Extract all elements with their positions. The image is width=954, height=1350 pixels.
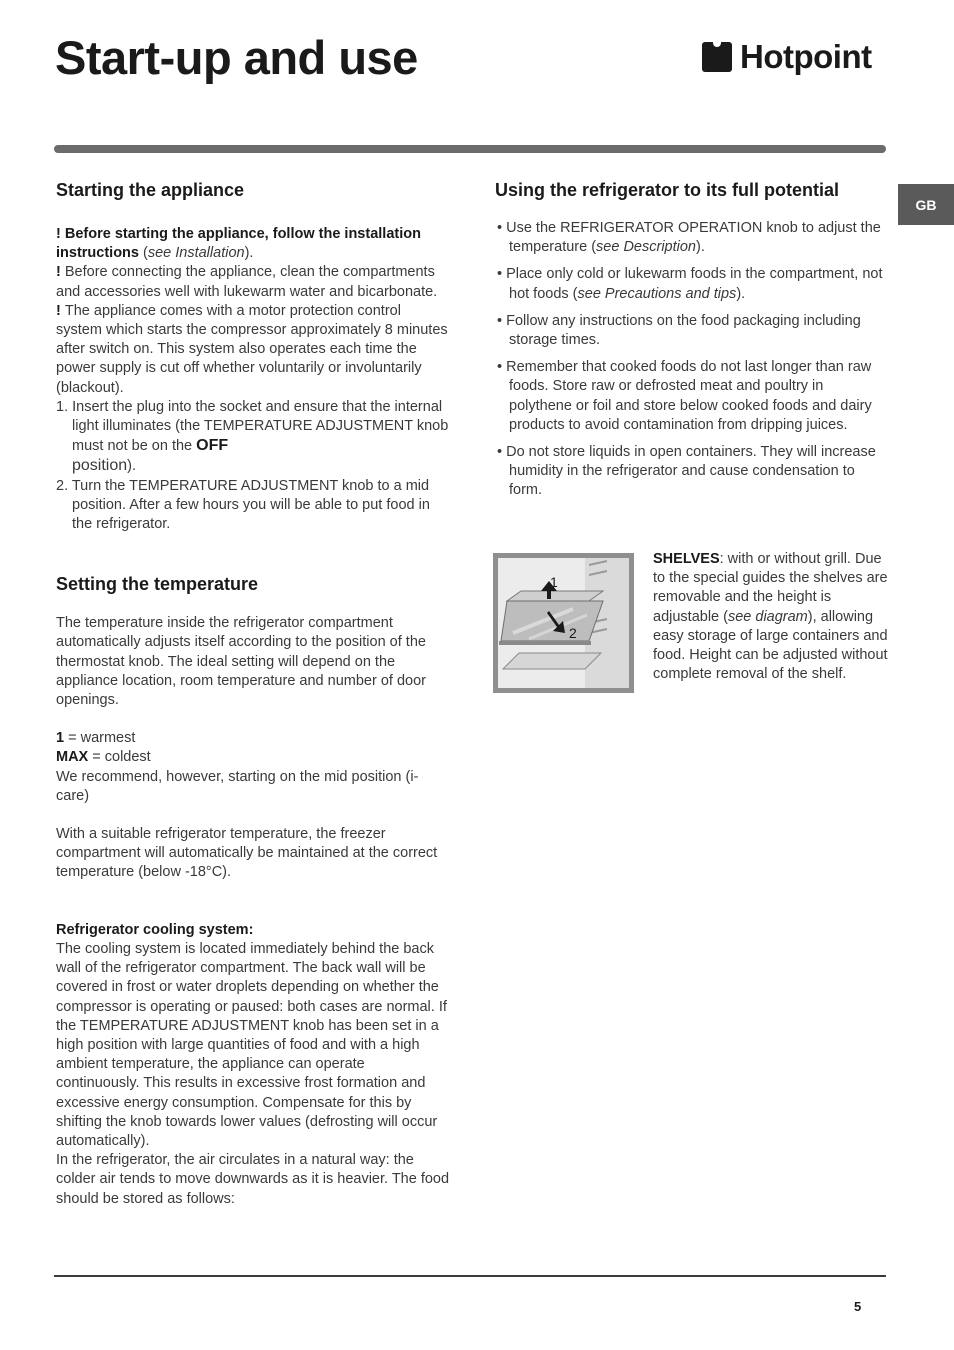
cooling-body: The cooling system is located immediately behind the back wall of the refrigerator compartment. The back wall will be covered in frost or water droplets depending on whether the compressor is operating or paused: both cases are normal. If the TEMPERATURE ADJUSTMENT knob has been set in a high position with large quantities of food and with a high ambient temperature, the appliance can operate continuously. This results in excessive frost formation and excessive energy consumption. Compensate for this by shifting the knob towards lower values (defrosting will occur automatically). <box>56 940 447 1149</box>
brand-logo <box>702 38 872 76</box>
list-item: • Place only cold or lukewarm foods in the compartment, not hot foods (see Precautions and tips). <box>497 266 883 302</box>
starting-note-3: ! The appliance comes with a motor protection control system which starts the compressor approximately 8 minutes after switch on. This system also operates each time the power supply is cut off whether voluntarily or involuntarily (blackout). <box>56 302 448 396</box>
shelves-text: SHELVES: with or without grill. Due to the special guides the shelves are removable and the height is adjustable (see diagram), allowing easy storage of large containers and food. Height can be adjusted without complete removal of the shelf. <box>653 551 888 683</box>
warmest-setting: 1 = warmest <box>56 730 136 747</box>
cooling-heading: Refrigerator cooling system: <box>56 921 254 938</box>
freezer-note: With a suitable refrigerator temperature, the freezer compartment will automatically be maintained at the correct temperature (below -18°C). <box>56 826 438 881</box>
off-label: OFF <box>196 437 229 455</box>
usage-heading: Using the refrigerator to its full potential <box>495 180 840 200</box>
list-item: • Follow any instructions on the food packaging including storage times. <box>497 312 861 349</box>
temperature-intro: The temperature inside the refrigerator compartment automatically adjusts itself according to the position of the thermostat knob. The ideal setting will depend on the appliance location, room temperature and number of door openings. <box>56 615 426 709</box>
list-item: • Remember that cooked foods do not last longer than raw foods. Store raw or defrosted meat and poultry in polythene or foil and store below cooked foods and dairy products to avoid contamination from dripping juices. <box>497 359 872 433</box>
figure-label-1: 1 <box>550 574 558 590</box>
right-column <box>495 178 889 509</box>
list-item: • Do not store liquids in open containers. They will increase humidity in the refrigerator and cause condensation to form. <box>497 444 876 499</box>
language-tab: GB <box>898 184 954 225</box>
usage-list <box>495 219 889 501</box>
shelf-diagram <box>493 553 634 693</box>
bottom-divider <box>54 1275 886 1277</box>
left-column <box>56 178 450 1209</box>
list-item: • Use the REFRIGERATOR OPERATION knob to adjust the temperature (see Description). <box>497 220 881 256</box>
figure-label-2: 2 <box>569 625 577 641</box>
coldest-setting: MAX = coldest <box>56 749 151 766</box>
temperature-heading: Setting the temperature <box>56 574 259 595</box>
starting-note-1: ! Before starting the appliance, follow the installation instructions (see Installation). <box>56 226 421 262</box>
top-divider <box>54 145 886 153</box>
starting-heading: Starting the appliance <box>56 180 245 200</box>
page-title: Start-up and use <box>55 31 418 84</box>
page-number: 5 <box>854 1299 862 1314</box>
air-circulation: In the refrigerator, the air circulates in a natural way: the colder air tends to move downwards as it is heavier. The food should be stored as follows: <box>56 1152 450 1207</box>
temperature-recommendation: We recommend, however, starting on the mid position (i-care) <box>56 768 419 804</box>
starting-note-2: ! Before connecting the appliance, clean the compartments and accessories well with lukewarm water and bicarbonate. <box>56 264 438 300</box>
step-1: 1. Insert the plug into the socket and ensure that the internal light illuminates (the TEMPERATURE ADJUSTMENT knob must not be on the OFF position). <box>56 398 449 475</box>
hotpoint-mark-icon <box>702 42 732 72</box>
brand-name: Hotpoint <box>740 38 872 75</box>
step-2: 2. Turn the TEMPERATURE ADJUSTMENT knob to a mid position. After a few hours you will be able to put food in the refrigerator. <box>56 477 430 533</box>
